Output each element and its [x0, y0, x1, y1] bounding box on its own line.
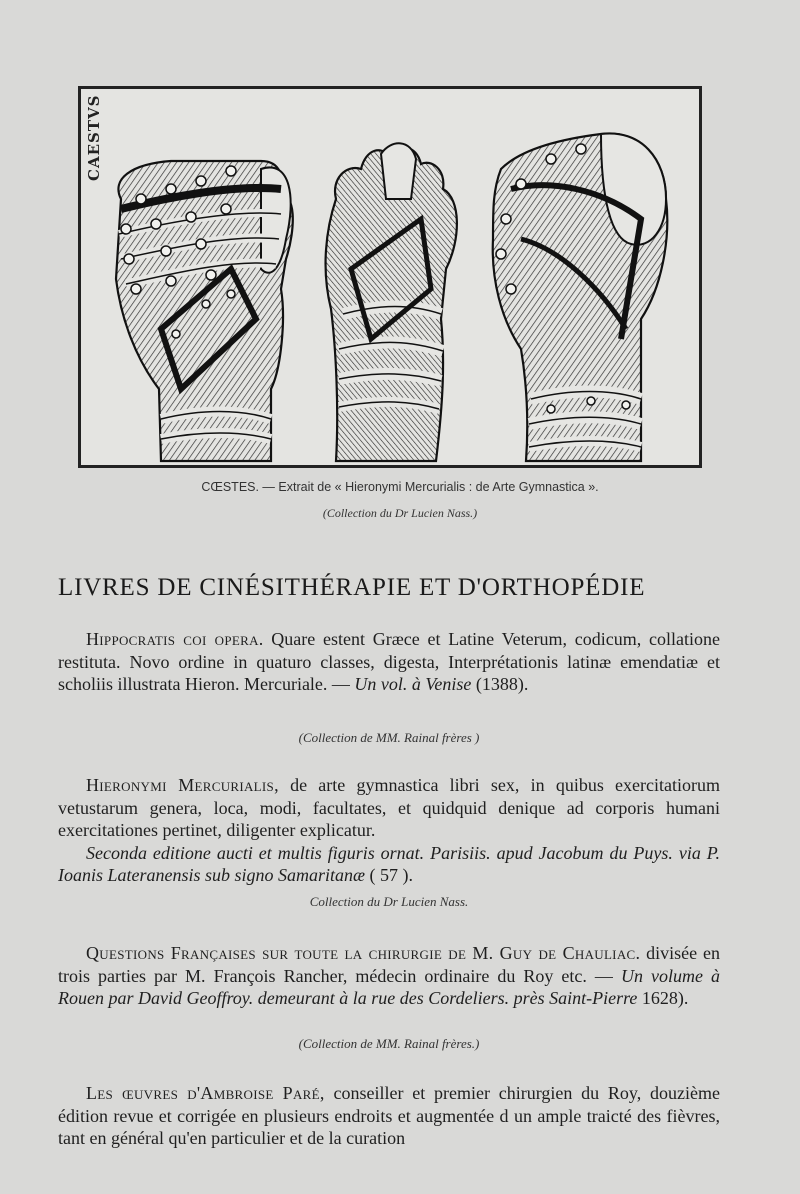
entry-title: Hippocratis coi opera. — [86, 629, 264, 649]
entry-collection-credit: (Collection de MM. Rainal frères ) — [298, 730, 480, 745]
entry-ambroise-pare — [58, 1082, 720, 1150]
entry-date: 1628). — [637, 988, 689, 1008]
middle-hand-drawing — [326, 143, 457, 461]
entry-date: (1388). — [471, 674, 529, 694]
entry-imprint: Un volume à Rouen par David Geoffroy. demeurant à la rue des Cordeliers. près Saint-Pierre — [58, 965, 720, 1008]
entry-body: divisée en trois parties par M. François Rancher, médecin ordinaire du Roy etc. — — [58, 943, 720, 986]
entry-title: Questions Françaises sur toute la chirurgie de M. Guy de Chauliac. — [86, 943, 641, 963]
entry-body: conseiller et premier chirurgien du Roy, douzième édition revue et corrigée en plusieurs endroits et augmentée d un ample traicté des fièvres, tant en général qu'en particulier et de la curation — [58, 1083, 720, 1148]
entry-collection-credit: (Collection de MM. Rainal frères.) — [298, 1036, 480, 1051]
figure-collection-credit: (Collection du Dr Lucien Nass.) — [322, 506, 478, 520]
left-hand-drawing — [116, 161, 293, 461]
entry-imprint: Seconda editione aucti et multis figuris ornat. Parisiis. apud Jacobum du Puys. via P. Ioanis Lateranensis sub signo Samaritanæ — [58, 842, 720, 885]
entry-date: ( 57 ). — [365, 865, 414, 885]
entry-title: Les œuvres d'Ambroise Paré, — [86, 1083, 325, 1103]
entry-collection-credit: Collection du Dr Lucien Nass. — [309, 894, 469, 909]
entry-mercurialis — [58, 774, 720, 887]
caestus-hands-engraving — [81, 89, 699, 465]
entry-body: de arte gymnastica libri sex, in quibus exercitatiorum vetustarum genera, loca, modi, facultates, et quidquid denique ad corporis humani exercitationes pertinet, diligenter explicatur. — [58, 775, 720, 840]
entry-hippocratis — [58, 628, 720, 696]
caestus-label: CAESTVS — [85, 95, 103, 182]
entry-title: Hieronymi Mercurialis, — [86, 775, 279, 795]
section-heading: LIVRES DE CINÉSITHÉRAPIE ET D'ORTHOPÉDIE — [58, 574, 646, 601]
caestus-illustration — [78, 86, 702, 468]
right-hand-drawing — [493, 133, 668, 461]
figure-caption: CŒSTES. — Extrait de « Hieronymi Mercurialis : de Arte Gymnastica ». — [201, 480, 599, 494]
entry-body: Quare estent Græce et Latine Veterum, codicum, collatione restituta. Novo ordine in quaturo classes, digesta, Interprétationis latinæ emendatiæ et scholiis illustrata Hieron. Mercuriale. — — [58, 629, 720, 694]
entry-imprint: Un vol. à Venise — [354, 674, 472, 694]
entry-questions-francaises — [58, 942, 720, 1010]
